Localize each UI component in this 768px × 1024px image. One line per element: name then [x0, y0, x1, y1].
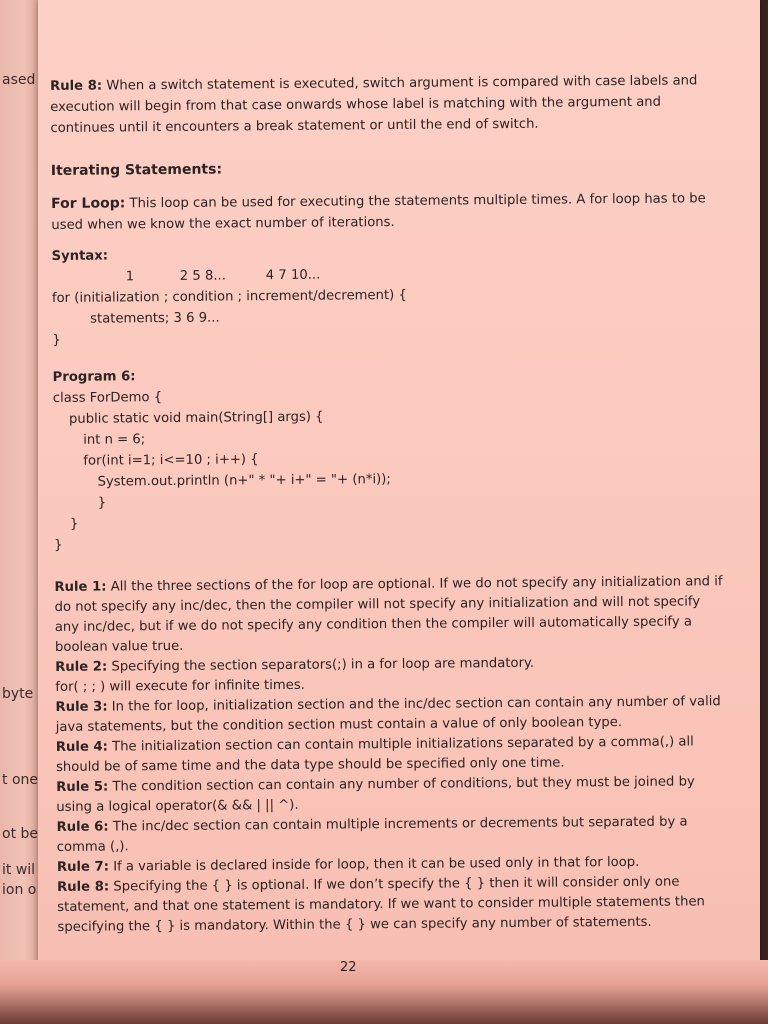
spine-fragment: ot be: [2, 826, 39, 842]
code-line: public static void main(String[] args) {: [68, 409, 324, 427]
rule-label: Rule 5:: [56, 779, 109, 795]
code-line: System.out.println (n+" * "+ i+" = "+ (n*i));: [97, 472, 391, 490]
rule-item: [56, 772, 728, 818]
code-line: }: [54, 537, 63, 553]
rule-text: In the for loop, initialization section and the inc/dec section can contain any number of valid java statements, but the condition section must contain a value of only boolean type.: [55, 694, 721, 735]
spine-fragment: ion o: [2, 882, 37, 898]
code-line: class ForDemo {: [52, 390, 163, 406]
rule-item: [56, 732, 728, 778]
rule-label: Rule 3:: [55, 699, 108, 715]
spine-fragment: ased: [2, 72, 36, 88]
rule-label: Rule 2:: [55, 659, 108, 675]
annotation-increment: 4 7 10...: [265, 267, 321, 284]
code-line: for(int i=1; i<=10 ; i++) {: [83, 452, 259, 469]
rules-list: [54, 572, 729, 938]
rule-item: [54, 572, 727, 658]
rule-label: Rule 8:: [57, 879, 110, 895]
rule-text: The inc/dec section can contain multiple increments or decrements but separated by a comma (,).: [56, 814, 688, 855]
spine-fragment: it wil: [2, 862, 36, 878]
syntax-line: }: [52, 332, 61, 348]
facing-page-edge: [0, 0, 40, 1024]
spine-fragment: byte: [2, 686, 34, 702]
rule-label: Rule 6:: [56, 819, 109, 835]
page-content: [50, 70, 729, 938]
rule-text: If a variable is declared inside for loop, then it can be used only in that for loop.: [108, 854, 640, 875]
for-loop-text: This loop can be used for executing the statements multiple times. A for loop has to be used when we know the exact number of iterations.: [51, 191, 706, 233]
rule-text: The initialization section can contain multiple initializations separated by a comma(,) all should be of same time and the data type should be specified only one time.: [55, 734, 694, 775]
rule-label: Rule 4:: [55, 739, 108, 755]
code-line: int n = 6;: [83, 432, 146, 448]
annotation-condition: 2 5 8...: [179, 268, 226, 284]
code-line: }: [97, 495, 107, 511]
rule-text: Specifying the { } is optional. If we don’t specify the { } then it will consider only one statement, and that one statement is mandatory. If we want to consider multiple statements then specifying the { } is mandatory. Within the { } we can specify any number of statements.: [57, 874, 705, 935]
rule-label: Rule 7:: [56, 859, 110, 875]
rule-item: [56, 812, 728, 858]
for-loop-paragraph: [51, 188, 723, 236]
page-curl-shadow: [0, 960, 768, 1024]
page-number: 22: [340, 960, 357, 975]
rule-text: When a switch statement is executed, switch argument is compared with case labels and execution will begin from that case onwards whose label is matching with the argument and continues until it encounters a break statement or until the end of switch.: [50, 73, 698, 136]
rule-text: Specifying the section separators(;) in a for loop are mandatory.: [107, 655, 535, 675]
program-code: [53, 382, 726, 556]
syntax-label: Syntax:: [51, 248, 109, 264]
rule-text: The condition section can contain any number of conditions, but they must be joined by using a logical operator(& && | || ^).: [56, 774, 695, 815]
program-label: Program 6:: [52, 369, 136, 385]
syntax-line: statements; 3 6 9...: [90, 310, 220, 327]
annotation-init: 1: [125, 269, 135, 285]
spine-fragment: t one: [2, 772, 38, 788]
rule-text: All the three sections of the for loop are optional. If we do not specify any initialization and if do not specify any inc/dec, then the compiler will not specify any initialization and will not specify any inc/dec, but if we do not specify any condition then the compiler will automatically specify a boolean value true.: [54, 574, 723, 655]
rule-item: [55, 692, 727, 738]
rule-label: Rule 1:: [54, 579, 107, 595]
rule-text: for( ; ; ) will execute for infinite times.: [55, 677, 305, 695]
code-line: }: [69, 516, 79, 532]
rule8-switch-paragraph: [50, 70, 723, 139]
section-heading: Iterating Statements:: [50, 161, 223, 179]
syntax-line: for (initialization ; condition ; increment/decrement) {: [51, 287, 407, 306]
rule-label: Rule 8:: [50, 78, 103, 94]
rule-item: [57, 872, 729, 938]
for-loop-label: For Loop:: [51, 195, 126, 212]
